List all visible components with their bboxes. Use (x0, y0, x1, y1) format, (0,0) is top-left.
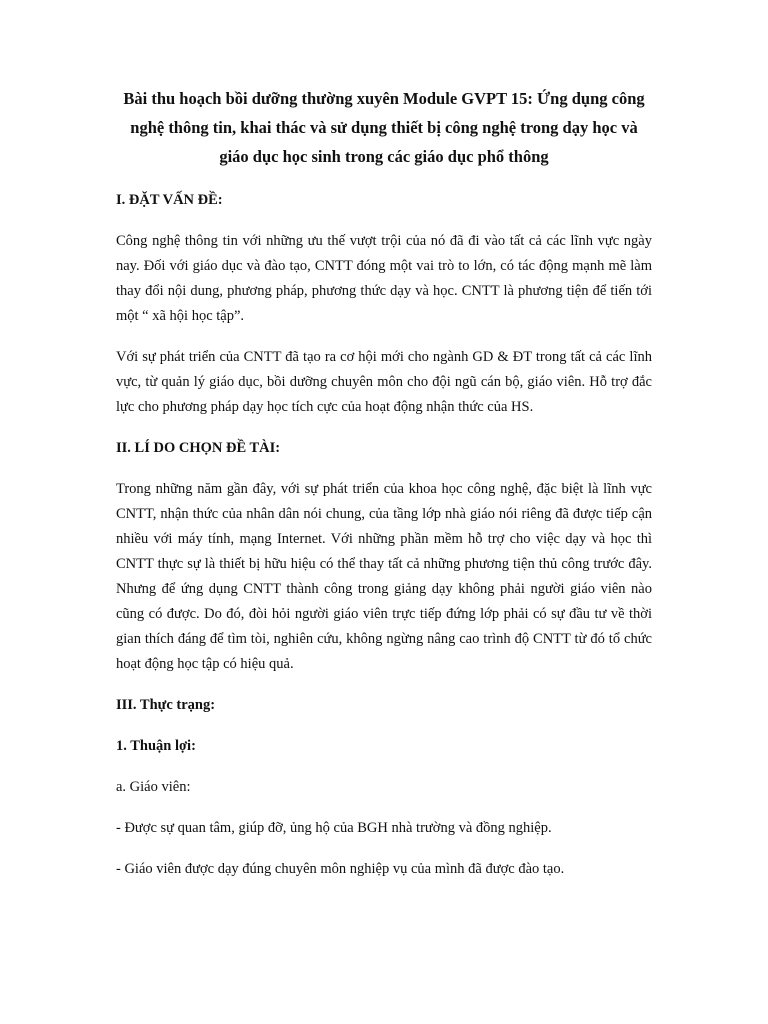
subheading-advantages: 1. Thuận lợi: (116, 738, 196, 754)
section-heading-3: III. Thực trạng: (116, 697, 216, 713)
paragraph-3: Trong những năm gần đây, với sự phát triển của khoa học công nghệ, đặc biệt là lĩnh vực CNTT, nhận thức của nhân dân nói chung, của tầng lớp nhà giáo nói riêng đã được tiếp cận nhiều với máy tính, mạng Internet. Với những phần mềm hỗ trợ cho việc dạy và học thì CNTT thực sự là thiết bị hữu hiệu có thể thay tất cả những phương tiện thủ công trước đây. Nhưng để ứng dụng CNTT thành công trong giảng dạy không phải người giáo viên nào cũng có được. Do đó, đòi hỏi người giáo viên trực tiếp đứng lớp phải có sự đầu tư về thời gian thích đáng để tìm tòi, nghiên cứu, không ngừng nâng cao trình độ CNTT từ đó tổ chức hoạt động học tập có hiệu quả. (116, 481, 652, 672)
paragraph-2: Với sự phát triển của CNTT đã tạo ra cơ hội mới cho ngành GD & ĐT trong tất cả các lĩnh vực, từ quản lý giáo dục, bồi dưỡng chuyên môn cho đội ngũ cán bộ, giáo viên. Hỗ trợ đắc lực cho phương pháp dạy học tích cực của hoạt động nhận thức của HS. (116, 349, 652, 415)
document-page (116, 84, 652, 898)
paragraph-1: Công nghệ thông tin với những ưu thế vượt trội của nó đã đi vào tất cả các lĩnh vực ngày nay. Đối với giáo dục và đào tạo, CNTT đóng một vai trò to lớn, có tác động mạnh mẽ làm thay đổi nội dung, phương pháp, phương thức dạy và học. CNTT là phương tiện để tiến tới một “ xã hội học tập”. (116, 233, 652, 324)
section-heading-2: II. LÍ DO CHỌN ĐỀ TÀI: (116, 440, 281, 456)
section-heading-1: I. ĐẶT VẤN ĐỀ: (116, 192, 223, 208)
subsection-teachers: a. Giáo viên: (116, 779, 191, 795)
list-item-2: - Giáo viên được dạy đúng chuyên môn nghiệp vụ của mình đã được đào tạo. (116, 861, 565, 877)
list-item-1: - Được sự quan tâm, giúp đỡ, ủng hộ của BGH nhà trường và đồng nghiệp. (116, 820, 552, 836)
document-title: Bài thu hoạch bồi dưỡng thường xuyên Module GVPT 15: Ứng dụng công nghệ thông tin, khai thác và sử dụng thiết bị công nghệ trong dạy học và giáo dục học sinh trong các giáo dục phổ thông (123, 89, 645, 166)
